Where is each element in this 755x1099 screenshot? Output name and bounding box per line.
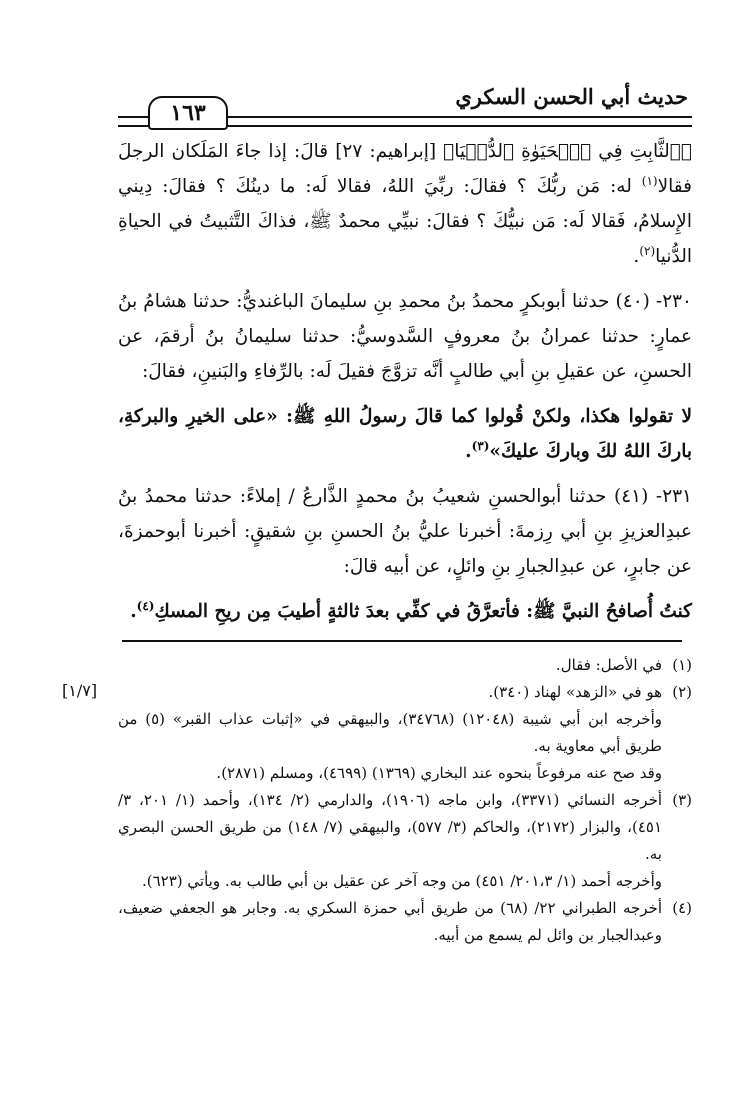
footnote-text: أخرجه الطبراني ٢٢/ (٦٨) من طريق أبي حمزة السكري به. وجابر هو الجعفي ضعيف، وعبدالجبار بن وائل لم يسمع من أبيه. (118, 899, 662, 944)
footnote-3-continuation: وأخرجه أحمد (١/ ٢٠١،٣/ ٤٥١) من وجه آخر عن عقيل بن أبي طالب به. ويأتي (٦٢٣). (142, 872, 662, 890)
page-header (118, 78, 692, 128)
footnote-4 (118, 895, 692, 949)
paragraph-text: كنتُ أُصافحُ النبيَّ ﷺ: فأتعرَّقُ في كفِّي بعدَ ثالثةٍ أطيبَ مِن ريحِ المسكِ (154, 601, 692, 622)
paragraph-text: لا تقولوا هكذا، ولكنْ قُولوا كما قالَ رسولُ اللهِ ﷺ: «على الخيرِ والبركةِ، باركَ اللهُ لكَ وباركَ عليكَ» (118, 406, 692, 462)
footnote-text: أخرجه النسائي (٣٣٧١)، وابن ماجه (١٩٠٦)، والدارمي (٢/ ١٣٤)، وأحمد (١/ ٢٠١، ٣/ ٤٥١)، والبزار (٢١٧٢)، والحاكم (٣/ ٥٧٧)، والبيهقي (٧/ ١٤٨) من طريق الحسن البصري به. (118, 791, 663, 863)
punctuation: . (130, 601, 137, 622)
footnote-number: (١) (672, 656, 692, 674)
punctuation: . (633, 246, 640, 267)
footnote-marker: (٣) (471, 438, 490, 453)
footnote-text: هو في «الزهد» لهناد (٣٤٠). (488, 683, 662, 701)
footnote-number: (٣) (672, 791, 692, 809)
page-number: ١٦٣ (148, 96, 228, 130)
footnote-marker: (٢) (639, 243, 656, 258)
footnote-marker: (٤) (136, 598, 155, 613)
hadith-231-matn (118, 594, 692, 629)
running-title: حديث أبي الحسن السكري (455, 84, 688, 109)
manuscript-folio-marker: [١/٧] (62, 681, 98, 700)
hadith-230-isnad: ٢٣٠- (٤٠) حدثنا أبوبكرٍ محمدُ بنُ محمدِ بنِ سليمانَ الباغنديُّ: حدثنا هشامُ بنُ عمارٍ: حدثنا عمرانُ بنُ معروفٍ السَّدوسيُّ: حدثنا سليمانُ بنُ أرقمَ، عن الحسنِ، عن عقيلِ بنِ أبي طالبٍ أنَّه تزوَّجَ فقيلَ لَه: بالرِّفاءِ والبَنينِ، فقالَ: (118, 291, 692, 382)
footnote-text: في الأصل: فقال. (555, 656, 662, 674)
main-text (118, 134, 692, 629)
footnote-2-continuation: وأخرجه ابن أبي شيبة (١٢٠٤٨) (٣٤٧٦٨)، والبيهقي في «إثبات عذاب القبر» (٥) من طريق أبي معاوية به. (118, 710, 662, 755)
punctuation: . (465, 441, 472, 462)
footnotes (118, 652, 692, 949)
footnote-number: (٤) (672, 899, 692, 917)
paragraph-text: ﴿ٱلثَّابِتِ فِي ٱلۡحَيَوٰةِ ٱلدُّنۡيَا﴾ [إبراهيم: ٢٧] قالَ: إذا جاءَ المَلَكان الرجلَ فقالا (118, 141, 693, 197)
hadith-230-matn (118, 399, 692, 469)
paragraph-continuation (118, 134, 692, 274)
footnote-marker: (١) (641, 173, 658, 188)
hadith-231-isnad: ٢٣١- (٤١) حدثنا أبوالحسنِ شعيبُ بنُ محمدٍ الذَّارعُ / إملاءً: حدثنا محمدُ بنُ عبدِالعزيزِ بنِ أبي رِزمةَ: أخبرنا عليُّ بنُ الحسنِ بنِ شقيقٍ: أخبرنا أبوحمزةَ، عن جابرٍ، عن عبدِالجبارِ بنِ وائلٍ، عن أبيه قالَ: (118, 486, 692, 577)
footnote-number: (٢) (672, 683, 692, 701)
paragraph-text: له: مَن ربُّكَ ؟ فقالَ: ربِّيَ اللهُ، فقالا لَه: ما دينُكَ ؟ فقالَ: دِيني الإِسلامُ، فَقالا لَه: مَن نبيُّكَ ؟ فقالَ: نبيِّي محمدٌ ﷺ، فذاكَ التَّثبيتُ في الحياةِ الدُّنيا (118, 176, 692, 267)
footnote-2-continuation: وقد صح عنه مرفوعاً بنحوه عند البخاري (١٣٦٩) (٤٦٩٩)، ومسلم (٢٨٧١). (216, 764, 662, 782)
footnote-separator (122, 640, 682, 642)
footnote-3 (118, 787, 692, 868)
footnote-2 (118, 679, 692, 706)
footnote-1 (118, 652, 692, 679)
